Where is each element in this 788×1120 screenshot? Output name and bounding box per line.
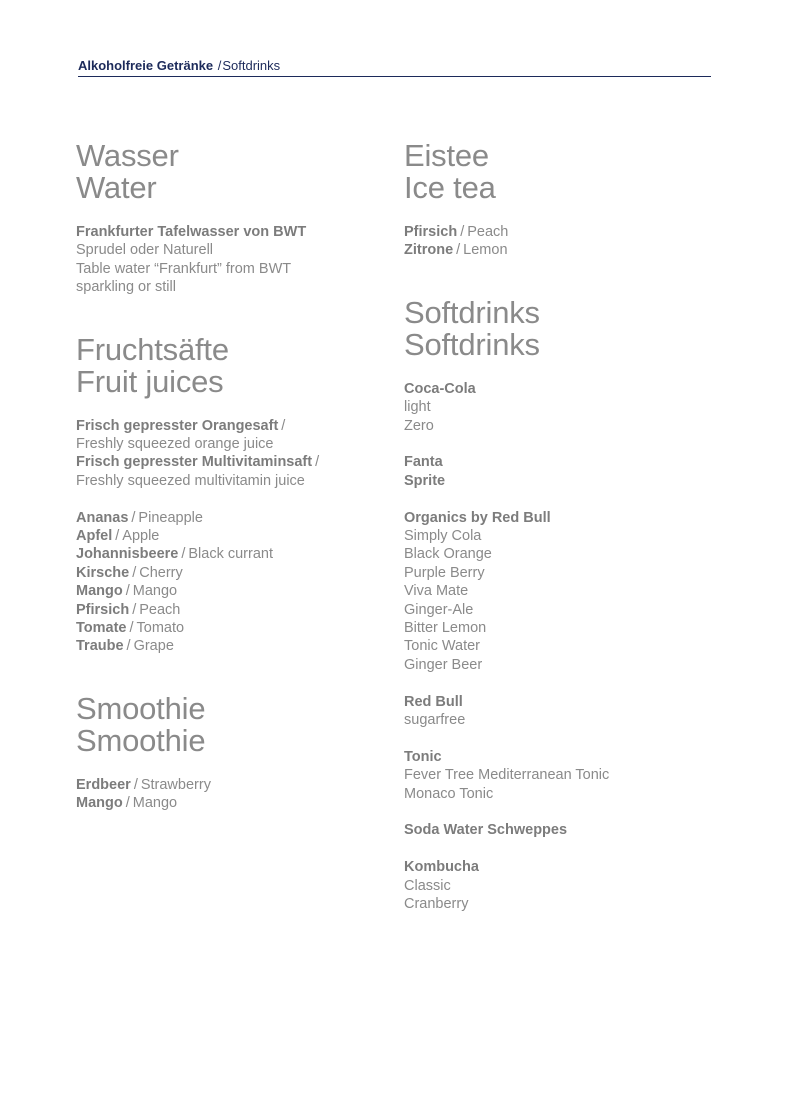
item-name-en: Peach bbox=[467, 224, 509, 240]
menu-item bbox=[76, 776, 396, 794]
item-name-en: Cranberry bbox=[404, 896, 469, 913]
item-name-en: Sprudel oder Naturell bbox=[76, 242, 214, 259]
item-name-en: Strawberry bbox=[140, 776, 211, 793]
item-name-en: Cherry bbox=[139, 564, 183, 581]
item-name-en: Ginger-Ale bbox=[404, 601, 474, 618]
menu-group bbox=[76, 417, 396, 491]
section-heading bbox=[404, 294, 724, 362]
menu-item bbox=[404, 564, 724, 582]
item-separator: / bbox=[132, 564, 137, 581]
item-name-en: light bbox=[404, 399, 431, 416]
menu-group bbox=[76, 223, 396, 297]
menu-item bbox=[76, 435, 396, 453]
heading-en: Water bbox=[76, 170, 157, 205]
section-heading bbox=[76, 690, 396, 758]
menu-item bbox=[76, 417, 396, 435]
item-separator: / bbox=[126, 638, 131, 655]
menu-item bbox=[404, 766, 724, 784]
item-name-en: Peach bbox=[139, 601, 181, 618]
item-name-en: Tonic Water bbox=[404, 638, 481, 655]
item-name-en: Zero bbox=[404, 417, 434, 434]
item-name-de: Traube bbox=[76, 638, 124, 655]
item-name-en: Freshly squeezed orange juice bbox=[76, 436, 274, 453]
menu-group bbox=[404, 858, 724, 913]
item-name-en: sugarfree bbox=[404, 712, 466, 729]
menu-item bbox=[76, 601, 396, 619]
menu-item bbox=[404, 693, 724, 711]
menu-item bbox=[404, 877, 724, 895]
menu-group bbox=[404, 693, 724, 730]
menu-item bbox=[404, 223, 724, 241]
item-name-de: Erdbeer bbox=[76, 776, 131, 793]
item-name-en: Classic bbox=[404, 877, 451, 894]
page-header bbox=[78, 58, 711, 74]
menu-item bbox=[76, 582, 396, 600]
item-name-en: Lemon bbox=[463, 242, 508, 259]
menu-item bbox=[76, 260, 396, 278]
menu-group bbox=[76, 776, 396, 813]
item-separator: / bbox=[181, 546, 186, 563]
menu-item bbox=[404, 821, 724, 839]
menu-item bbox=[404, 601, 724, 619]
item-name-en: Pineapple bbox=[138, 509, 203, 526]
heading-en: Softdrinks bbox=[404, 326, 540, 362]
item-name-en: Freshly squeezed multivitamin juice bbox=[76, 472, 305, 489]
right-column bbox=[404, 140, 724, 914]
item-separator: / bbox=[125, 583, 130, 600]
menu-group bbox=[404, 509, 724, 675]
section-heading bbox=[76, 140, 396, 204]
menu-item bbox=[404, 637, 724, 655]
item-separator: / bbox=[460, 224, 465, 240]
heading-en: Fruit juices bbox=[76, 363, 224, 399]
item-separator: / bbox=[125, 795, 130, 812]
menu-item bbox=[404, 527, 724, 545]
menu-item bbox=[404, 453, 724, 471]
item-name-de: Kombucha bbox=[404, 859, 479, 876]
item-name-en: Ginger Beer bbox=[404, 656, 483, 673]
item-name-de: Ananas bbox=[76, 509, 129, 526]
item-name-de: Frankfurter Tafelwasser von BWT bbox=[76, 224, 307, 240]
item-name-de: Coca-Cola bbox=[404, 380, 476, 397]
section-water bbox=[76, 140, 396, 297]
menu-item bbox=[404, 417, 724, 435]
menu-item bbox=[404, 398, 724, 416]
menu-item bbox=[404, 380, 724, 398]
header-rule bbox=[78, 76, 711, 77]
item-name-de: Tonic bbox=[404, 748, 442, 765]
menu-item bbox=[76, 794, 396, 812]
item-name-en: Purple Berry bbox=[404, 564, 485, 581]
menu-item bbox=[404, 545, 724, 563]
menu-item bbox=[76, 223, 396, 241]
menu-group bbox=[76, 509, 396, 656]
heading-en: Smoothie bbox=[76, 722, 206, 758]
item-name-de: Johannisbeere bbox=[76, 546, 179, 563]
item-separator: / bbox=[133, 776, 138, 793]
section-juices bbox=[76, 331, 396, 656]
heading-de: Wasser bbox=[76, 138, 179, 173]
item-separator: / bbox=[456, 242, 461, 259]
menu-group bbox=[404, 223, 724, 260]
menu-group bbox=[404, 453, 724, 490]
menu-item bbox=[404, 619, 724, 637]
heading-en: Ice tea bbox=[404, 170, 496, 205]
menu-item bbox=[404, 895, 724, 913]
softdrinks-groups bbox=[404, 380, 724, 914]
menu-item bbox=[76, 637, 396, 655]
item-name-en: Mango bbox=[132, 795, 178, 812]
item-name-de: Frisch gepresster Orangesaft bbox=[76, 417, 279, 434]
menu-item bbox=[404, 711, 724, 729]
item-name-de: Tomate bbox=[76, 620, 127, 637]
item-separator: / bbox=[129, 620, 134, 637]
menu-item bbox=[76, 453, 396, 471]
item-name-de: Zitrone bbox=[404, 242, 454, 259]
menu-item bbox=[76, 527, 396, 545]
section-heading bbox=[76, 331, 396, 399]
item-name-en: Fever Tree Mediterranean Tonic bbox=[404, 767, 610, 784]
item-name-de: Kirsche bbox=[76, 564, 130, 581]
menu-item bbox=[76, 509, 396, 527]
item-name-en: Simply Cola bbox=[404, 528, 482, 545]
item-separator: / bbox=[115, 528, 120, 545]
header-category: Alkoholfreie Getränke bbox=[78, 58, 214, 73]
item-separator: / bbox=[132, 601, 137, 618]
item-name-de: Mango bbox=[76, 583, 123, 600]
item-name-en: Black Orange bbox=[404, 546, 492, 563]
header-separator: / bbox=[217, 58, 222, 73]
item-name-de: Mango bbox=[76, 795, 123, 812]
item-name-en: Black currant bbox=[188, 546, 273, 563]
menu-item bbox=[404, 748, 724, 766]
item-separator: / bbox=[131, 509, 136, 526]
item-name-de: Soda Water Schweppes bbox=[404, 822, 568, 839]
menu-item bbox=[404, 656, 724, 674]
header-subcategory: Softdrinks bbox=[222, 58, 281, 73]
item-name-en: Tomato bbox=[136, 620, 185, 637]
heading-de: Softdrinks bbox=[404, 294, 540, 330]
menu-item bbox=[76, 278, 396, 296]
heading-de: Smoothie bbox=[76, 690, 206, 726]
menu-item bbox=[404, 509, 724, 527]
item-separator: / bbox=[281, 417, 286, 434]
menu-item bbox=[76, 472, 396, 490]
item-name-en: Monaco Tonic bbox=[404, 785, 494, 802]
item-name-en: Apple bbox=[122, 528, 160, 545]
item-name-de: Fanta bbox=[404, 454, 443, 471]
heading-de: Fruchtsäfte bbox=[76, 331, 229, 367]
item-name-de: Apfel bbox=[76, 528, 113, 545]
item-name-de: Organics by Red Bull bbox=[404, 509, 551, 526]
menu-group bbox=[404, 748, 724, 803]
menu-item bbox=[76, 564, 396, 582]
menu-group bbox=[404, 380, 724, 435]
item-name-de: Pfirsich bbox=[76, 601, 130, 618]
section-heading bbox=[404, 140, 724, 204]
menu-item bbox=[404, 858, 724, 876]
item-name-de: Frisch gepresster Multivitaminsaft bbox=[76, 454, 313, 471]
item-name-en: Grape bbox=[133, 638, 174, 655]
heading-de: Eistee bbox=[404, 138, 489, 173]
section-smoothie bbox=[76, 690, 396, 813]
menu-item bbox=[404, 241, 724, 259]
left-column bbox=[76, 140, 396, 813]
item-name-en: sparkling or still bbox=[76, 279, 176, 296]
item-name-de: Red Bull bbox=[404, 693, 463, 710]
menu-item bbox=[76, 619, 396, 637]
menu-item bbox=[76, 545, 396, 563]
item-name-en: Bitter Lemon bbox=[404, 620, 487, 637]
item-name-en: Mango bbox=[132, 583, 178, 600]
menu-group bbox=[404, 821, 724, 839]
menu-item bbox=[404, 785, 724, 803]
item-name-de: Sprite bbox=[404, 472, 446, 489]
item-separator: / bbox=[315, 454, 320, 471]
item-name-en: Viva Mate bbox=[404, 583, 469, 600]
menu-item bbox=[404, 582, 724, 600]
item-name-en: Table water “Frankfurt” from BWT bbox=[76, 260, 292, 277]
menu-item bbox=[404, 472, 724, 490]
section-icetea bbox=[404, 140, 724, 260]
menu-item bbox=[76, 241, 396, 259]
item-name-de: Pfirsich bbox=[404, 224, 458, 240]
section-softdrinks bbox=[404, 294, 724, 914]
